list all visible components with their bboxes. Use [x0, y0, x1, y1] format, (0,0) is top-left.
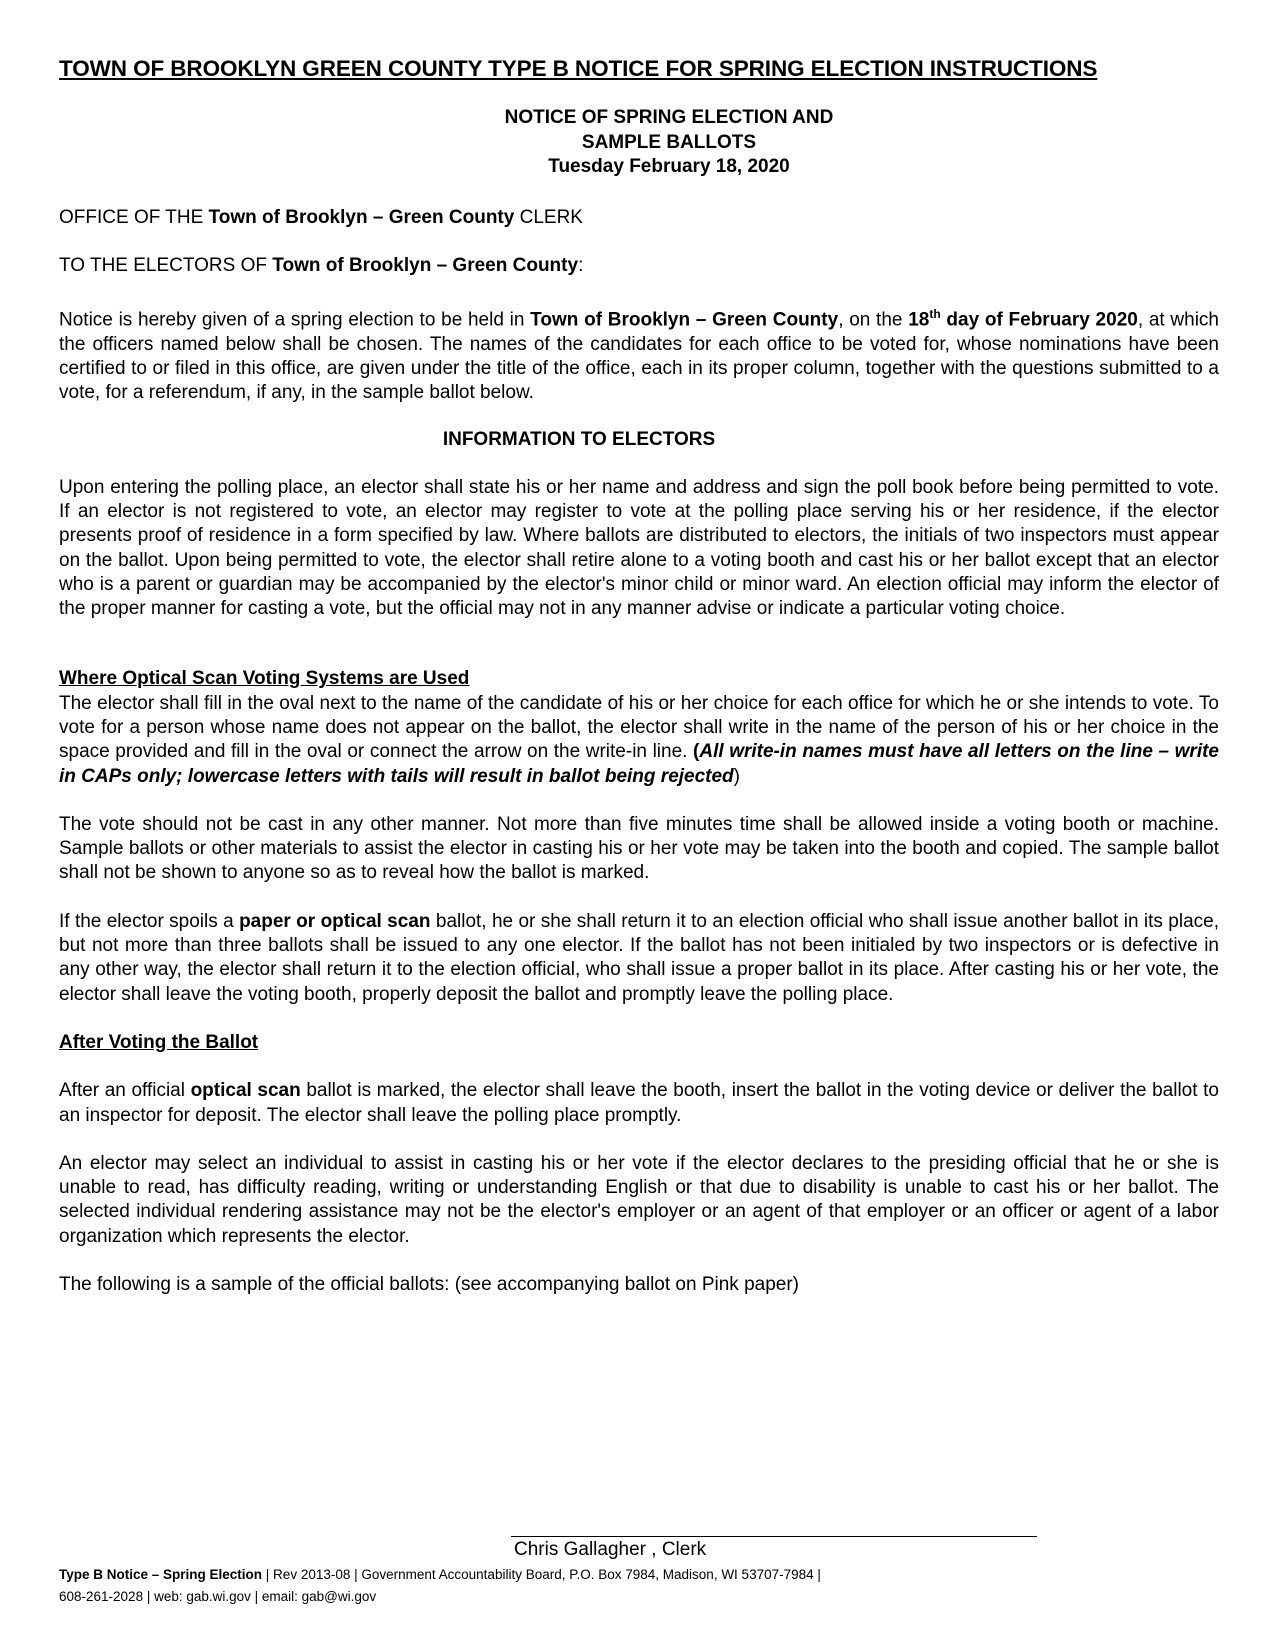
notice-heading-date: Tuesday February 18, 2020: [548, 156, 790, 177]
page-footer: [59, 1564, 821, 1608]
footer-line1: [59, 1564, 821, 1586]
notice-day: 18: [908, 309, 930, 331]
electors-line: [59, 254, 1219, 278]
optical-heading-text: Where Optical Scan Voting Systems are Used: [59, 668, 470, 690]
footer-bold: Type B Notice – Spring Election: [59, 1567, 263, 1582]
office-prefix: OFFICE OF THE: [59, 206, 209, 228]
notice-heading-line2: SAMPLE BALLOTS: [581, 131, 757, 153]
after-part2: ballot is marked, the elector shall leave the booth, insert the ballot in the voting device or deliver the ballot to an inspector for deposit. The elector shall leave the polling place promptly.: [59, 1080, 1219, 1126]
footer-line2: 608-261-2028 | web: gab.wi.gov | email: gab@wi.gov: [59, 1589, 377, 1604]
footer-line1-rest: | Rev 2013-08 | Government Accountability Board, P.O. Box 7984, Madison, WI 53707-7984 |: [262, 1567, 821, 1582]
spoil-part2: ballot, he or she shall return it to an election official who shall issue another ballot in its place, but not more than three ballots shall be issued to any one elector. If the ballot has not been initialed by two inspectors or is defective in any other way, the elector shall return it to the election official, who shall issue a proper ballot in its place. After casting his or her vote, the elector shall leave the voting booth, properly deposit the ballot and promptly leave the polling place.: [59, 910, 1219, 1005]
spoil-part1: If the elector spoils a: [59, 910, 240, 932]
notice-part1: Notice is hereby given of a spring election to be held in: [59, 309, 531, 331]
electors-name: Town of Brooklyn – Green County: [272, 254, 579, 276]
notice-town: Town of Brooklyn – Green County: [530, 309, 839, 331]
notice-heading: [59, 106, 1219, 180]
optical-note: All write-in names must have all letters on the line – write in CAPs only; lowercase letters with tails will result in ballot being rejected: [59, 741, 1219, 787]
optical-note-close: ): [733, 765, 740, 787]
assist-paragraph: An elector may select an individual to assist in casting his or her vote if the elector declares to the presiding official that he or she is unable to read, has difficulty reading, writing or understanding English or that due to disability is unable to cast his or her ballot. The selected individual rendering assistance may not be the elector's employer or an agent of that employer or an officer or agent of a labor organization which represents the elector.: [59, 1152, 1219, 1247]
notice-paragraph: [59, 302, 1219, 406]
notice-day-of: day of February 2020: [940, 309, 1138, 331]
office-name: Town of Brooklyn – Green County: [208, 206, 515, 228]
after-heading: [59, 1031, 1219, 1055]
after-paragraph: [59, 1079, 1219, 1128]
electors-suffix: :: [578, 254, 584, 276]
document-page: [59, 54, 1219, 1297]
document-title: TOWN OF BROOKLYN GREEN COUNTY TYPE B NOTICE FOR SPRING ELECTION INSTRUCTIONS: [59, 56, 1098, 81]
info-paragraph: Upon entering the polling place, an elector shall state his or her name and address and sign the poll book before being permitted to vote. If an elector is not registered to vote, an elector may register to vote at the polling place serving his or her residence, if the elector presents proof of residence in a form specified by law. Where ballots are distributed to electors, the initials of two inspectors must appear on the ballot. Upon being permitted to vote, the elector shall retire alone to a voting booth and cast his or her ballot except that an elector who is a parent or guardian may be accompanied by the elector's minor child or minor ward. An election official may inform the elector of the proper manner for casting a vote, but the official may not in any manner advise or indicate a particular voting choice.: [59, 476, 1219, 620]
notice-heading-line1: NOTICE OF SPRING ELECTION AND: [504, 107, 834, 128]
after-heading-text: After Voting the Ballot: [59, 1031, 259, 1053]
office-line: [59, 206, 1219, 230]
notice-day-suffix: th: [929, 307, 941, 322]
spoil-paragraph: [59, 910, 1219, 1007]
optical-note-open: (: [693, 741, 700, 763]
notice-part2: , on the: [838, 309, 909, 331]
after-bold: optical scan: [190, 1080, 301, 1102]
manner-paragraph: The vote should not be cast in any other manner. Not more than five minutes time shall be allowed inside a voting booth or machine. Sample ballots or other materials to assist the elector in casting his or her vote may be taken into the booth and copied. The sample ballot shall not be shown to anyone so as to reveal how the ballot is marked.: [59, 813, 1219, 884]
spoil-bold: paper or optical scan: [239, 910, 431, 932]
info-heading: INFORMATION TO ELECTORS: [442, 428, 716, 450]
clerk-signature-name: Chris Gallagher , Clerk: [514, 1539, 707, 1560]
sample-line: The following is a sample of the official ballots: (see accompanying ballot on Pink paper): [59, 1274, 799, 1296]
notice-part3: , at which the officers named below shall be chosen. The names of the candidates for each office to be voted for, whose nominations have been certified to or filed in this office, are given under the title of the office, each in its proper column, together with the questions submitted to a vote, for a referendum, if any, in the sample ballot below.: [59, 309, 1219, 404]
electors-prefix: TO THE ELECTORS OF: [59, 254, 273, 276]
optical-text: The elector shall fill in the oval next to the name of the candidate of his or her choice for each office for which he or she intends to vote. To vote for a person whose name does not appear on the ballot, the elector shall write in the name of the person of his or her choice in the space provided and fill in the oval or connect the arrow on the write-in line.: [59, 692, 1219, 763]
optical-heading: [59, 667, 1219, 691]
office-suffix: CLERK: [514, 206, 583, 228]
optical-paragraph: [59, 692, 1219, 789]
after-part1: After an official: [59, 1080, 191, 1102]
signature-line: [511, 1536, 1037, 1537]
